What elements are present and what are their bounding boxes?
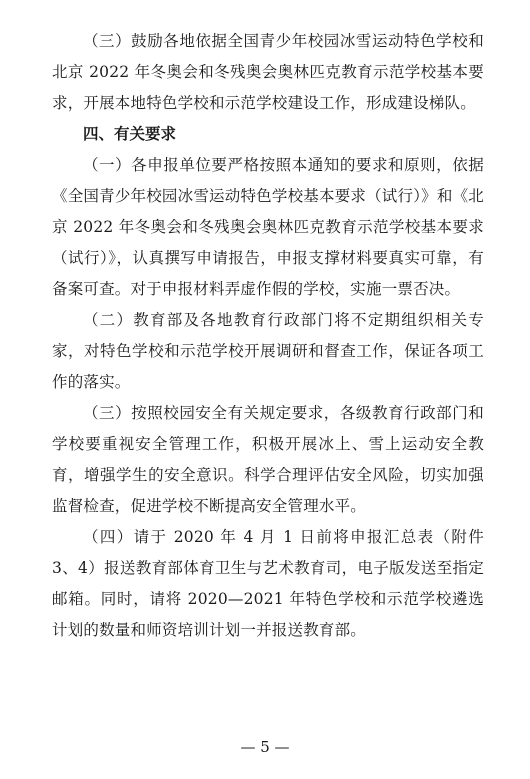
paragraph-encourage-local-schools: （三）鼓励各地依据全国青少年校园冰雪运动特色学校和北京 2022 年冬奥会和冬残奥会奥林匹克教育示范学校基本要求，开展本地特色学校和示范学校建设工作，形成建设梯队。 — [52, 32, 484, 112]
requirement-2-paragraph: （二）教育部及各地教育行政部门将不定期组织相关专家，对特色学校和示范学校开展调研和督查工作，保证各项工作的落实。 — [52, 311, 484, 391]
requirement-3-paragraph: （三）按照校园安全有关规定要求，各级教育行政部门和学校要重视安全管理工作，积极开展冰上、雪上运动安全教育，增强学生的安全意识。科学合理评估安全风险，切实加强监督检查，促进学校不断提高安全管理水平。 — [52, 404, 484, 515]
page-number: — 5 — — [240, 738, 290, 756]
requirement-4-paragraph: （四）请于 2020 年 4 月 1 日前将申报汇总表（附件 3、4）报送教育部体育卫生与艺术教育司，电子版发送至指定邮箱。同时，请将 2020—2021 年特色学校和示范学校遴选计划的数量和师资培训计划一并报送教育部。 — [52, 528, 484, 639]
requirement-1-paragraph: （一）各申报单位要严格按照本通知的要求和原则，依据《全国青少年校园冰雪运动特色学校基本要求（试行）》和《北京 2022 年冬奥会和冬残奥会奥林匹克教育示范学校基本要求（试行）》，认真撰写申请报告，申报支撑材料要真实可靠，有备案可查。对于申报材料弄虚作假的学校，实施一票否决。 — [52, 156, 484, 298]
section-heading-requirements: 四、有关要求 — [83, 125, 177, 143]
document-body — [52, 26, 484, 646]
